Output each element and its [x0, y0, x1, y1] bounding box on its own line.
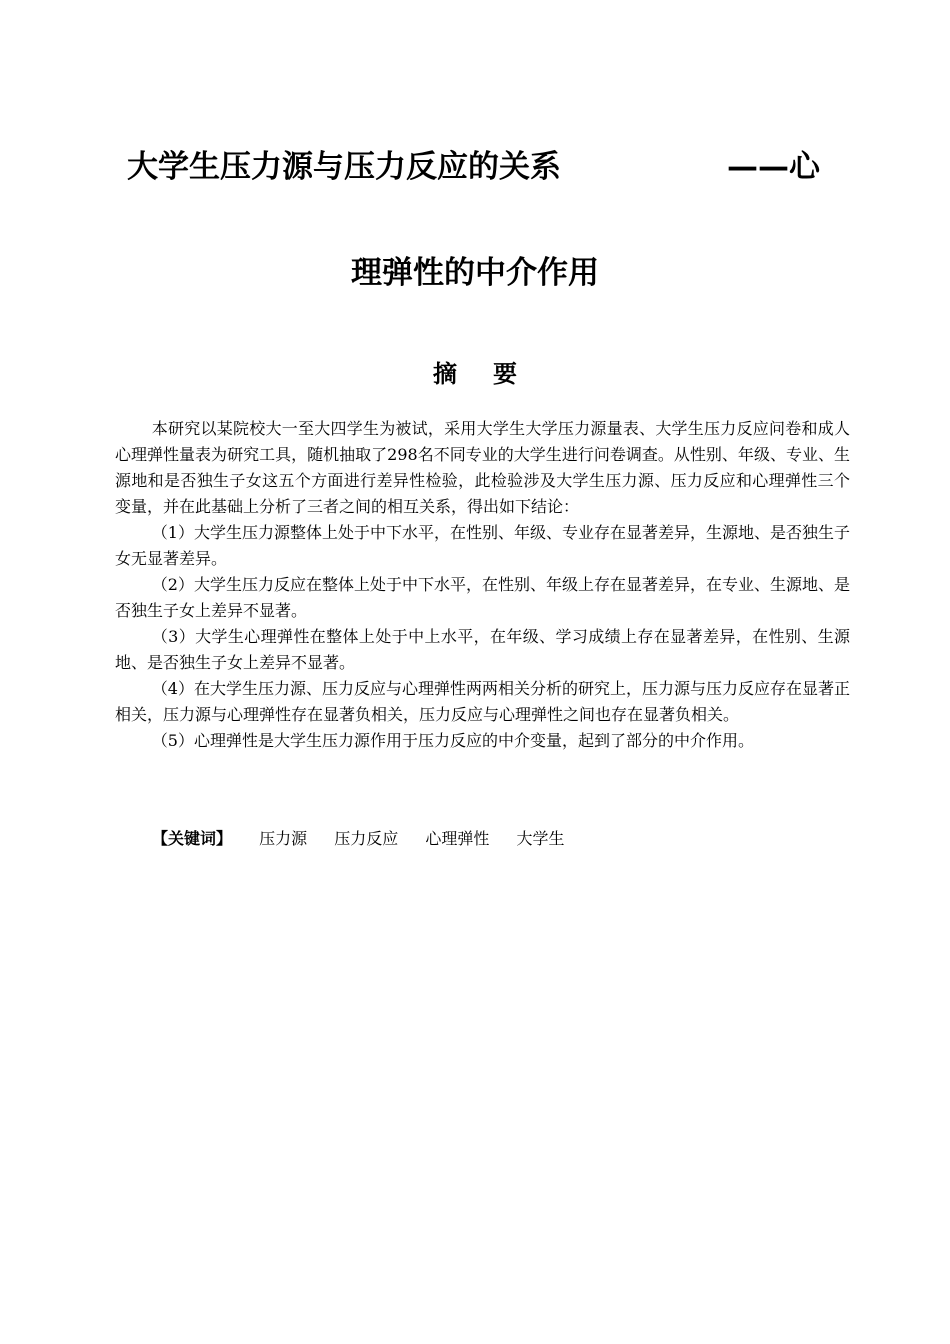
- abstract-paragraph-conclusion-1: （1）大学生压力源整体上处于中下水平，在性别、年级、专业存在显著差异，生源地、是否独生子女无显著差异。: [115, 523, 850, 568]
- abstract-heading: 摘要: [433, 360, 553, 388]
- abstract-paragraph-intro: 本研究以某院校大一至大四学生为被试，采用大学生大学压力源量表、大学生压力反应问卷和成人心理弹性量表为研究工具，随机抽取了298名不同专业的大学生进行问卷调查。从性别、年级、专业、生源地和是否独生子女这五个方面进行差异性检验，此检验涉及大学生压力源、压力反应和心理弹性三个变量，并在此基础上分析了三者之间的相互关系，得出如下结论：: [115, 419, 850, 516]
- abstract-body: [115, 416, 850, 754]
- keywords-line: [152, 826, 586, 852]
- abstract-paragraph-conclusion-2: （2）大学生压力反应在整体上处于中下水平，在性别、年级上存在显著差异，在专业、生源地、是否独生子女上差异不显著。: [115, 575, 850, 620]
- abstract-paragraph-conclusion-4: （4）在大学生压力源、压力反应与心理弹性两两相关分析的研究上，压力源与压力反应存在显著正相关，压力源与心理弹性存在显著负相关，压力反应与心理弹性之间也存在显著负相关。: [115, 679, 850, 724]
- keyword-item: 大学生: [516, 829, 565, 848]
- title-line-1: 大学生压力源与压力反应的关系: [127, 149, 561, 185]
- keywords-label: 【关键词】: [152, 829, 233, 848]
- keyword-item: 压力反应: [334, 829, 399, 848]
- abstract-paragraph-conclusion-3: （3）大学生心理弹性在整体上处于中上水平，在年级、学习成绩上存在显著差异，在性别、生源地、是否独生子女上差异不显著。: [115, 627, 850, 672]
- title-dash: ——心: [727, 149, 820, 185]
- keyword-item: 心理弹性: [425, 829, 490, 848]
- keyword-item: 压力源: [259, 829, 308, 848]
- title-line-2: 理弹性的中介作用: [351, 255, 599, 291]
- abstract-paragraph-conclusion-5: （5）心理弹性是大学生压力源作用于压力反应的中介变量，起到了部分的中介作用。: [151, 731, 754, 750]
